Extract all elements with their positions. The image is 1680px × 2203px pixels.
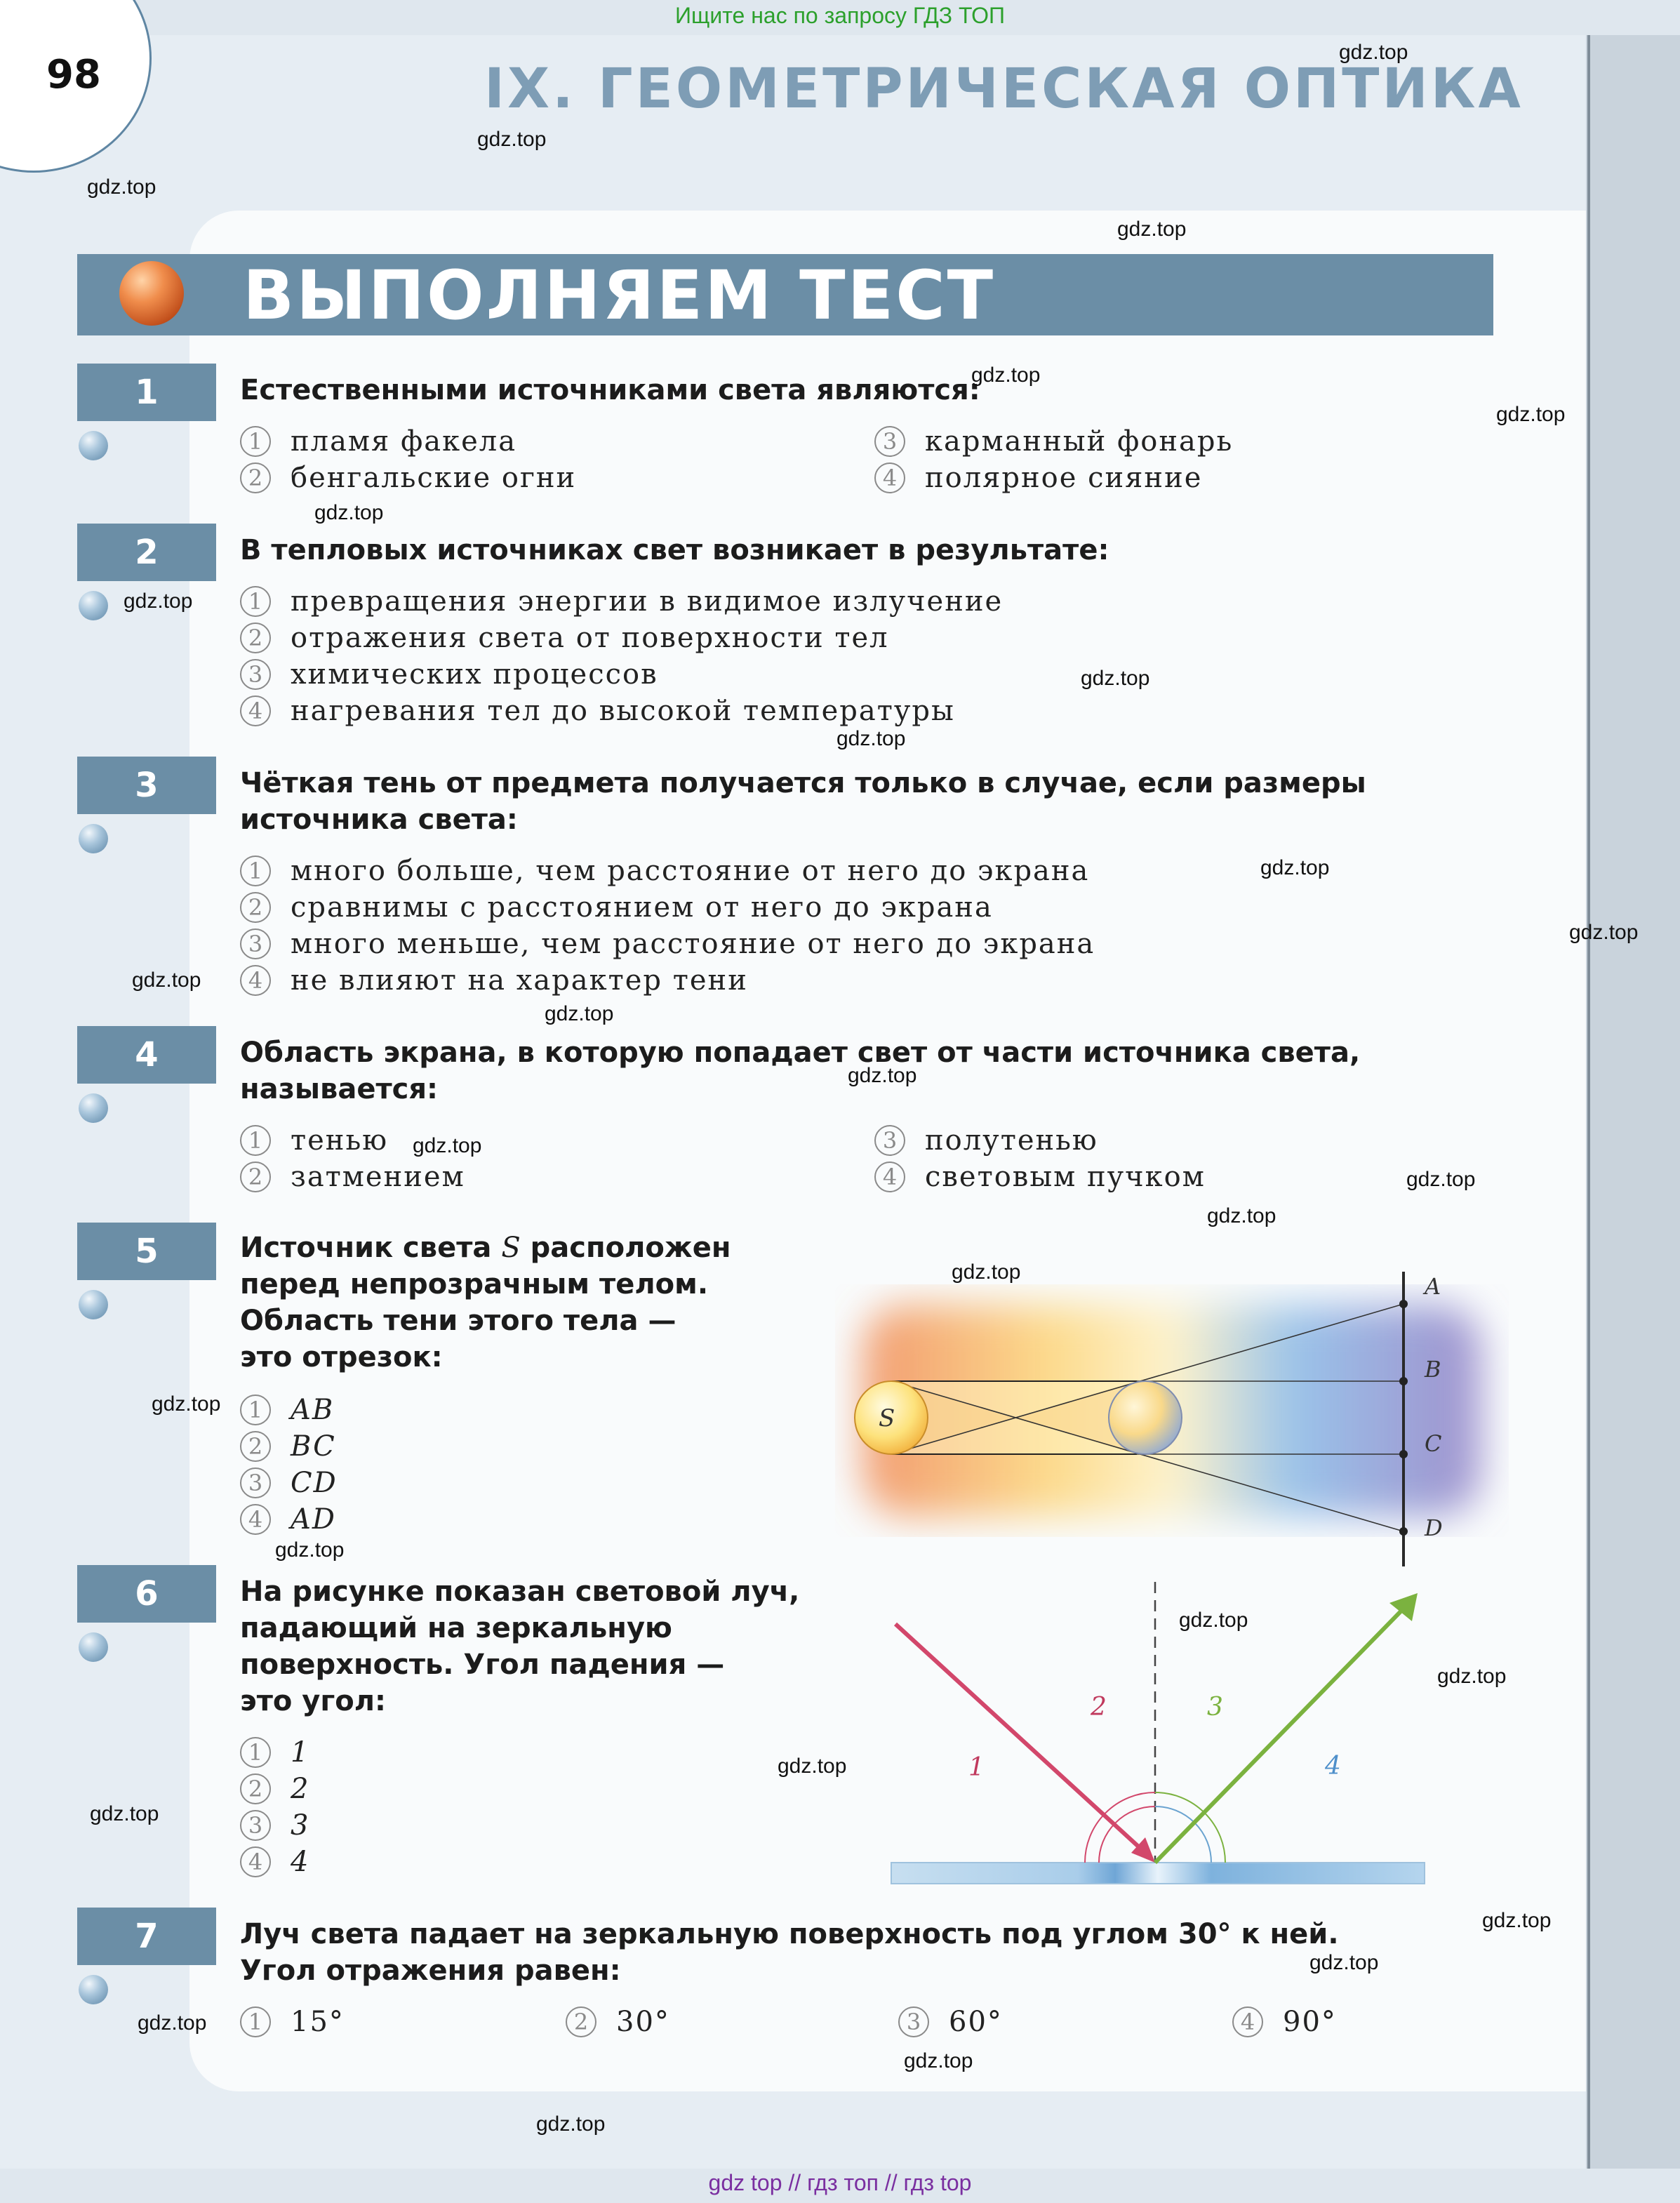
q1-option-1[interactable]: 1 пламя факела [240,421,516,460]
shadow-diagram [835,1263,1509,1572]
section-title: ВЫПОЛНЯЕМ ТЕСТ [243,256,996,335]
question-7-text-line2: Угол отражения равен: [240,1955,621,1987]
question-6-text-line4: это угол: [240,1685,387,1717]
q6-option-4[interactable]: 4 4 [240,1842,309,1880]
watermark: gdz.top [836,727,906,750]
question-6-text-line2: падающий на зеркальную [240,1612,672,1644]
q3-option-2[interactable]: 2 сравнимы с расстоянием от него до экрана [240,887,993,926]
incident-ray [895,1624,1145,1853]
question-5-text-line4: это отрезок: [240,1341,443,1373]
q2-option-3[interactable]: 3 химических процессов [240,654,658,693]
footer-links[interactable]: gdz top // гдз топ // гдз top [708,2170,972,2195]
reflected-ray [1155,1609,1404,1863]
question-4-text-line2: называется: [240,1073,439,1105]
q6-option-1[interactable]: 1 1 [240,1732,309,1771]
question-1-text: Естественными источниками света являются: [240,374,980,406]
q4-option-1[interactable]: 1 тенью [240,1120,388,1159]
q2-option-1[interactable]: 1 превращения энергии в видимое излучение [240,581,1003,620]
bullet-ball-icon [79,824,108,853]
question-number-7: 7 [77,1908,216,1965]
question-5-text-line3: Область тени этого тела — [240,1305,676,1337]
q5-option-2[interactable]: 2 BC [240,1426,336,1465]
q1-option-2[interactable]: 2 бенгальские огни [240,458,576,496]
bullet-ball-icon [79,1290,108,1319]
angle-2-label: 2 [1091,1693,1107,1722]
q2-option-2[interactable]: 2 отражения света от поверхности тел [240,618,889,656]
watermark: gdz.top [275,1538,345,1562]
watermark: gdz.top [1260,856,1330,879]
watermark: gdz.top [545,1002,614,1025]
question-5-text-line1: Источник света S расположен [240,1232,731,1264]
source-label: S [879,1404,895,1432]
orange-ball-icon [119,261,184,326]
question-number-2: 2 [77,524,216,581]
watermark: gdz.top [90,1802,159,1825]
question-2-text: В тепловых источниках свет возникает в результате: [240,534,1109,566]
watermark: gdz.top [1496,403,1566,426]
watermark: gdz.top [1207,1204,1276,1227]
page-spine-line [1587,35,1590,2169]
point-b-label: B [1425,1356,1441,1383]
q7-option-4[interactable]: 4 90° [1232,2002,1337,2040]
q3-option-1[interactable]: 1 много больше, чем расстояние от него до экрана [240,851,1089,889]
watermark: gdz.top [778,1755,847,1778]
q5-option-3[interactable]: 3 CD [240,1463,338,1501]
point-a-label: A [1425,1273,1441,1300]
question-4-text-line1: Область экрана, в которую попадает свет от части источника света, [240,1037,1361,1069]
q6-option-3[interactable]: 3 3 [240,1805,309,1844]
q3-option-3[interactable]: 3 много меньше, чем расстояние от него до экрана [240,924,1095,962]
bullet-ball-icon [79,591,108,620]
question-3-text-line1: Чёткая тень от предмета получается только в случае, если размеры [240,767,1366,799]
bullet-ball-icon [79,1632,108,1662]
watermark: gdz.top [1179,1609,1248,1632]
watermark: gdz.top [904,2049,973,2072]
chapter-title: IX. ГЕОМЕТРИЧЕСКАЯ ОПТИКА [484,58,1524,121]
watermark: gdz.top [1309,1951,1379,1974]
q7-option-2[interactable]: 2 30° [566,2002,670,2040]
watermark: gdz.top [1569,921,1639,944]
watermark: gdz.top [413,1134,482,1157]
q3-option-4[interactable]: 4 не влияют на характер тени [240,960,748,999]
q1-option-3[interactable]: 3 карманный фонарь [874,421,1233,460]
watermark: gdz.top [1482,1909,1552,1932]
watermark: gdz.top [152,1392,221,1416]
watermark: gdz.top [536,2112,606,2136]
q2-option-4[interactable]: 4 нагревания тел до высокой температуры [240,691,955,729]
question-number-5: 5 [77,1223,216,1280]
q4-option-4[interactable]: 4 световым пучком [874,1157,1206,1195]
watermark: gdz.top [848,1064,917,1087]
watermark: gdz.top [1081,667,1150,690]
watermark: gdz.top [1437,1665,1507,1688]
bullet-ball-icon [79,1975,108,2004]
question-number-3: 3 [77,757,216,814]
watermark: gdz.top [1406,1168,1476,1191]
watermark: gdz.top [1117,218,1187,241]
question-6-text-line1: На рисунке показан световой луч, [240,1576,800,1608]
q1-option-4[interactable]: 4 полярное сияние [874,458,1202,496]
q5-option-1[interactable]: 1 AB [240,1390,334,1428]
question-5-text-line2: перед непрозрачным телом. [240,1268,709,1300]
watermark: gdz.top [952,1260,1021,1284]
watermark: gdz.top [314,501,384,524]
reflection-diagram [884,1572,1446,1895]
top-search-banner[interactable]: Ищите нас по запросу ГДЗ ТОП [675,3,1005,28]
watermark: gdz.top [971,364,1041,387]
watermark: gdz.top [124,590,193,613]
question-6-text-line3: поверхность. Угол падения — [240,1649,725,1681]
question-number-1: 1 [77,364,216,421]
q7-option-1[interactable]: 1 15° [240,2002,345,2040]
page-number: 98 [46,52,101,98]
angle-3-label: 3 [1207,1693,1223,1722]
question-3-text-line2: источника света: [240,804,518,836]
point-c-label: C [1425,1430,1442,1457]
question-7-text-line1: Луч света падает на зеркальную поверхность под углом 30° к ней. [240,1918,1339,1950]
q6-option-2[interactable]: 2 2 [240,1769,309,1807]
mirror-surface [891,1863,1425,1884]
q4-option-3[interactable]: 3 полутенью [874,1120,1098,1159]
watermark: gdz.top [477,128,547,151]
q7-option-3[interactable]: 3 60° [898,2002,1003,2040]
question-number-6: 6 [77,1565,216,1623]
angle-4-label: 4 [1325,1752,1341,1781]
watermark: gdz.top [138,2011,207,2035]
q4-option-2[interactable]: 2 затмением [240,1157,465,1195]
bullet-ball-icon [79,1093,108,1123]
bullet-ball-icon [79,431,108,460]
watermark: gdz.top [87,175,156,199]
opaque-body-ball [1109,1381,1182,1454]
point-d-label: D [1425,1515,1443,1541]
watermark: gdz.top [132,969,201,992]
question-number-4: 4 [77,1026,216,1084]
watermark: gdz.top [1339,41,1408,64]
page-edge [1586,35,1680,2169]
q5-option-4[interactable]: 4 AD [240,1499,336,1538]
angle-1-label: 1 [968,1753,985,1782]
